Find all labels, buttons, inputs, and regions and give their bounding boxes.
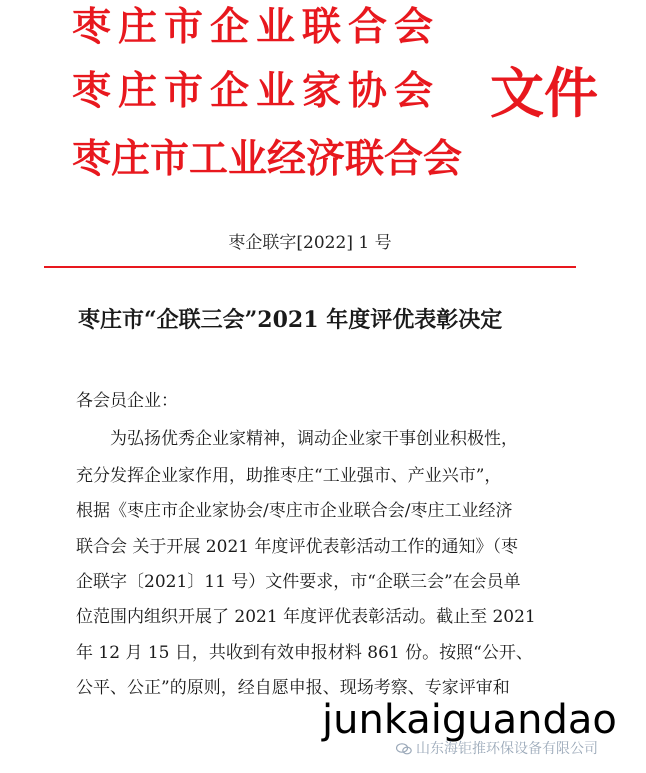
body-line: 充分发挥企业家作用，助推枣庄“工业强市、产业兴市”， <box>76 466 502 486</box>
watermark-source-name: 山东海钜推环保设备有限公司 <box>416 741 598 757</box>
body-line: 位范围内组织开展了 2021 年度评优表彰活动。截止至 2021 <box>76 607 536 627</box>
document-title: 枣庄市“企联三会”2021 年度评优表彰决定 <box>78 307 503 333</box>
body-line: 公平、公正”的原则，经自愿申报、现场考察、专家评审和 <box>76 678 510 698</box>
issuer-name-enterprise-confederation: 枣庄市企业联合会 <box>72 4 441 50</box>
watermark-source <box>396 738 598 758</box>
watermark-text: junkaiguandao <box>322 697 617 743</box>
issuer-name-industrial-economy-federation: 枣庄市工业经济联合会 <box>72 136 463 182</box>
body-line: 企联字〔2021〕11 号）文件要求，市“企联三会”在会员单 <box>76 572 521 592</box>
body-line: 联合会 关于开展 2021 年度评优表彰活动工作的通知》（枣 <box>76 537 518 557</box>
salutation: 各会员企业： <box>76 391 178 411</box>
document-type-label: 文件 <box>490 61 598 125</box>
document-number: 枣企联字[2022] 1 号 <box>228 233 392 253</box>
body-line: 年 12 月 15 日，共收到有效申报材料 861 份。按照“公开、 <box>76 643 533 663</box>
body-line: 为弘扬优秀企业家精神，调动企业家干事创业积极性， <box>76 429 518 449</box>
body-line: 根据《枣庄市企业家协会/枣庄市企业联合会/枣庄工业经济 <box>76 501 513 521</box>
issuer-name-entrepreneurs-association: 枣庄市企业家协会 <box>72 68 441 114</box>
wechat-icon <box>396 743 412 755</box>
red-divider <box>44 266 576 268</box>
